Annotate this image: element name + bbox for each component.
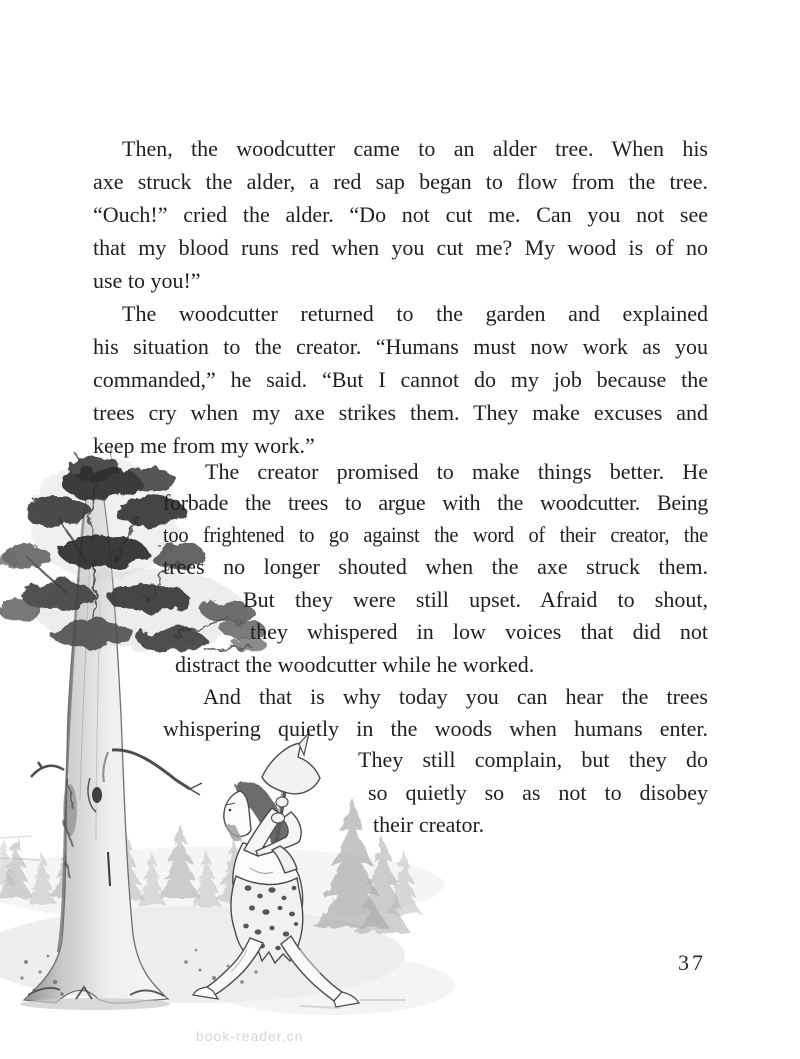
text-line: trees no longer shouted when the axe struck them.: [163, 554, 708, 579]
text-line: so quietly so as not to disobey: [368, 780, 708, 805]
woodcutter-hand: [272, 813, 285, 823]
text-line: his situation to the creator. “Humans must now work as you: [93, 334, 708, 359]
watermark: book-reader.cn: [196, 1028, 304, 1044]
text-line: distract the woodcutter while he worked.: [175, 652, 535, 677]
text-line: they whispered in low voices that did not: [250, 619, 708, 644]
text-line: that my blood runs red when you cut me? My wood is of no: [93, 235, 708, 260]
text-line: use to you!”: [93, 268, 201, 293]
text-line: The woodcutter returned to the garden and explained: [122, 301, 708, 326]
text-line: commanded,” he said. “But I cannot do my job because the: [93, 367, 708, 392]
text-line: axe struck the alder, a red sap began to flow from the tree.: [93, 169, 708, 194]
text-line: But they were still upset. Afraid to shout,: [243, 587, 708, 612]
text-line: too frightened to go against the word of their creator, the: [163, 522, 708, 547]
text-line: The creator promised to make things better. He: [205, 459, 708, 484]
text-line: forbade the trees to argue with the woodcutter. Being: [163, 490, 708, 515]
text-line: Then, the woodcutter came to an alder tree. When his: [122, 136, 708, 161]
text-line: whispering quietly in the woods when humans enter.: [163, 716, 708, 741]
text-line: They still complain, but they do: [358, 747, 708, 772]
text-line: And that is why today you can hear the trees: [203, 684, 708, 709]
page-number: 37: [678, 950, 706, 975]
woodcutter-hand: [276, 797, 288, 807]
text-line: keep me from my work.”: [93, 433, 315, 458]
axe-head: [262, 743, 320, 794]
text-line: their creator.: [373, 812, 485, 837]
text-line: trees cry when my axe strikes them. They make excuses and: [93, 400, 708, 425]
text-line: “Ouch!” cried the alder. “Do not cut me. Can you not see: [93, 202, 708, 227]
